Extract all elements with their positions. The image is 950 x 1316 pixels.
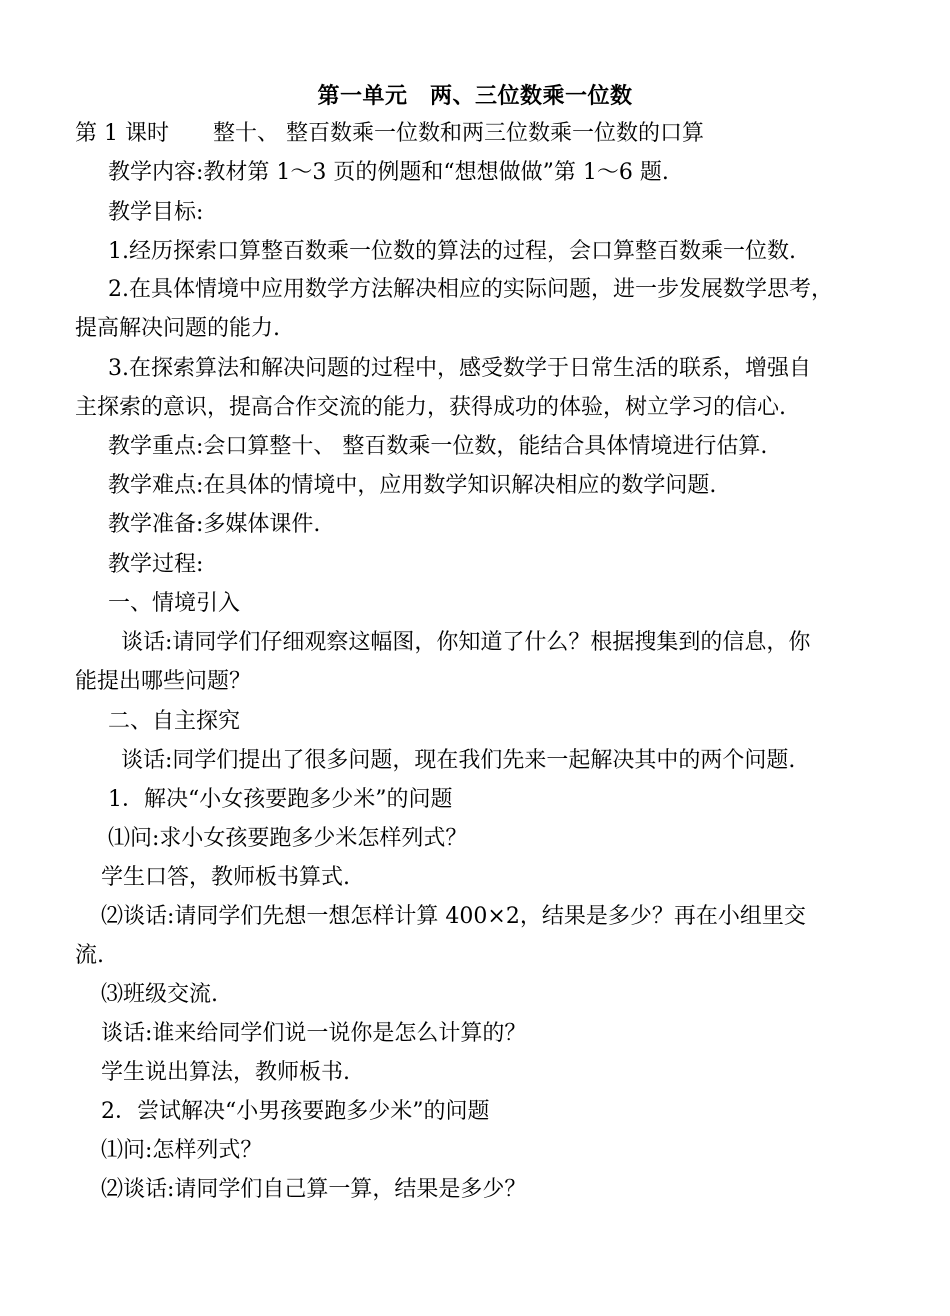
problem-2-step-1: ⑴问:怎样列式？ — [101, 1138, 263, 1163]
section-2-talk: 谈话:同学们提出了很多问题，现在我们先来一起解决其中的两个问题. — [121, 748, 796, 773]
problem-1-heading: 1．解决“小女孩要跑多少米”的问题 — [108, 787, 453, 812]
teaching-process-label: 教学过程: — [108, 552, 204, 577]
section-1-talk-line-2: 能提出哪些问题？ — [75, 669, 252, 694]
teaching-key-points: 教学重点:会口算整十、 整百数乘一位数，能结合具体情境进行估算. — [108, 434, 768, 459]
section-2-heading: 二、自主探究 — [108, 709, 241, 734]
problem-1-step-2-line-2: 流. — [75, 943, 104, 968]
teaching-content: 教学内容:教材第 1～3 页的例题和“想想做做”第 1～6 题. — [108, 160, 669, 185]
teaching-preparation: 教学准备:多媒体课件. — [108, 512, 321, 537]
section-1-heading: 一、情境引入 — [108, 591, 241, 616]
section-1-talk-line-1: 谈话:请同学们仔细观察这幅图，你知道了什么？根据搜集到的信息，你 — [121, 630, 811, 655]
problem-1-step-1: ⑴问:求小女孩要跑多少米怎样列式？ — [108, 826, 468, 851]
problem-1-step-2-line-1: ⑵谈话:请同学们先想一想怎样计算 400×2，结果是多少？再在小组里交 — [101, 904, 806, 929]
problem-2-heading: 2．尝试解决“小男孩要跑多少米”的问题 — [101, 1099, 490, 1124]
goal-1: 1.经历探索口算整百数乘一位数的算法的过程，会口算整百数乘一位数. — [108, 239, 796, 264]
goal-2-line-2: 提高解决问题的能力. — [75, 316, 280, 341]
goal-3-line-1: 3.在探索算法和解决问题的过程中，感受数学于日常生活的联系，增强自 — [108, 356, 811, 381]
teaching-difficulties: 教学难点:在具体的情境中，应用数学知识解决相应的数学问题. — [108, 473, 717, 498]
goal-3-line-2: 主探索的意识，提高合作交流的能力，获得成功的体验，树立学习的信心. — [75, 395, 786, 420]
teaching-goals-label: 教学目标: — [108, 200, 204, 225]
problem-1-step-3-talk: 谈话:谁来给同学们说一说你是怎么计算的？ — [101, 1021, 527, 1046]
problem-1-step-3: ⑶班级交流. — [101, 982, 218, 1007]
goal-2-line-1: 2.在具体情境中应用数学方法解决相应的实际问题，进一步发展数学思考， — [108, 277, 833, 302]
lesson-heading: 第 1 课时 整十、 整百数乘一位数和两三位数乘一位数的口算 — [75, 121, 704, 146]
problem-2-step-2: ⑵谈话:请同学们自己算一算，结果是多少？ — [101, 1177, 527, 1202]
problem-1-step-3-note: 学生说出算法，教师板书. — [101, 1060, 350, 1085]
document-title: 第一单元 两、三位数乘一位数 — [317, 83, 633, 109]
problem-1-step-1-note: 学生口答，教师板书算式. — [101, 865, 350, 890]
